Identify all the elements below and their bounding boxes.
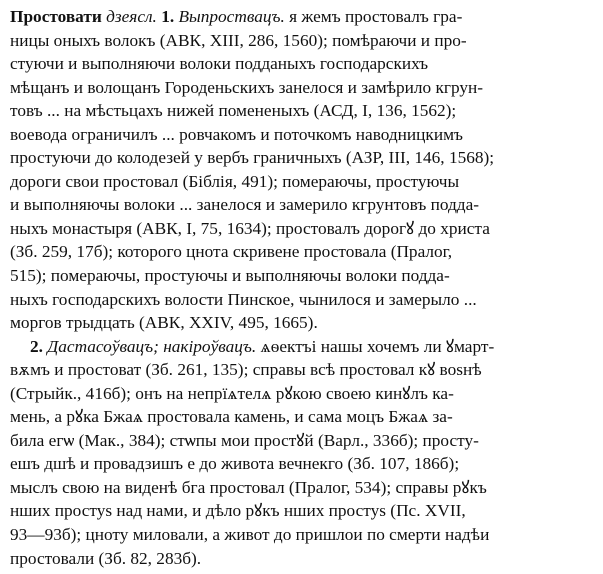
text-line: ницы оныхъ волокъ (АВК, XIII, 286, 1560); помѣраючи и про- xyxy=(10,30,467,50)
text-line: ѧѳектъі нашы хочемъ ли ꙋмарт- xyxy=(256,336,495,356)
text-line: мыслъ свою на виденѣ бга простовал (Пралог, 534); справы рꙋкъ xyxy=(10,477,487,497)
text-line: простовали (Зб. 82, 283б). xyxy=(10,548,202,568)
text-line: вѫмъ и простоват (Зб. 261, 135); справы всѣ простовал кꙋ воѕнѣ xyxy=(10,360,482,380)
text-line: (Стрыйк., 416б); онъ на непрїѧтелѧ рꙋкою своею кинꙋлъ ка- xyxy=(10,383,454,403)
text-line: ешъ дшѣ и провадзишъ е до живота вечнекго (Зб. 107, 186б); xyxy=(10,454,460,474)
text-line: и выполняючы волоки ... занелося и замерило кгрунтовъ подда- xyxy=(10,195,479,215)
sense-gloss-1: Выпроствацъ. xyxy=(178,7,285,26)
sense-gloss-2: Дастасоўвацъ; накіроўвацъ. xyxy=(47,336,257,356)
sense-2-first-line xyxy=(10,335,595,359)
grammar-label: дзеясл. xyxy=(106,7,157,26)
text-line: 93—93б); цноту миловали, а живот до пришлои по смерти надѣи xyxy=(10,525,490,545)
headword: Простовати xyxy=(10,7,102,26)
text-line: простуючи до колодезей у вербъ граничныхъ (АЗР, III, 146, 1568); xyxy=(10,148,495,168)
text-line: мѣщанъ и волощанъ Городеньскихъ занелося и замѣрило кгрун- xyxy=(10,77,484,97)
text-line: моргов трыдцать (АВК, XXIV, 495, 1665). xyxy=(10,313,318,333)
text-line: стуючи и выполняючи волоки подданыхъ господарскихъ xyxy=(10,54,429,74)
entry-line-1 xyxy=(10,5,595,29)
text-line: ныхъ монастыря (АВК, I, 75, 1634); простовалъ дорогꙋ до христа xyxy=(10,218,490,238)
text-line: я жемъ простовалъ гра- xyxy=(284,7,463,26)
text-line: (Зб. 259, 17б); которого цнота скривене простовала (Пралог, xyxy=(10,242,453,262)
text-line: 515); помераючы, простуючы и выполняючы волоки подда- xyxy=(10,266,450,286)
text-line: мень, а рꙋка Бжаѧ простовала камень, и сама моцъ Бжаѧ за- xyxy=(10,407,453,427)
text-line: ныхъ господарскихъ волости Пинское, чынилося и замерыло ... xyxy=(10,289,477,309)
text-line: нших простуѕ над нами, и дѣло рꙋкъ нших простуѕ (Пс. XVII, xyxy=(10,501,466,521)
text-line: била егѡ (Мак., 384); стѡпы мои простꙋй (Варл., 336б); просту- xyxy=(10,430,479,450)
sense-number-2: 2. xyxy=(30,336,43,356)
text-line: воевода ограничилъ ... ровчакомъ и поточкомъ наводницкимъ xyxy=(10,124,463,144)
text-line: товъ ... на мѣстьцахъ нижей помененыхъ (АСД, I, 136, 1562); xyxy=(10,101,457,121)
text-line: дороги свои простовал (Біблія, 491); помераючы, простуючы xyxy=(10,171,460,191)
sense-number-1: 1. xyxy=(161,7,175,26)
dictionary-entry xyxy=(10,5,595,570)
